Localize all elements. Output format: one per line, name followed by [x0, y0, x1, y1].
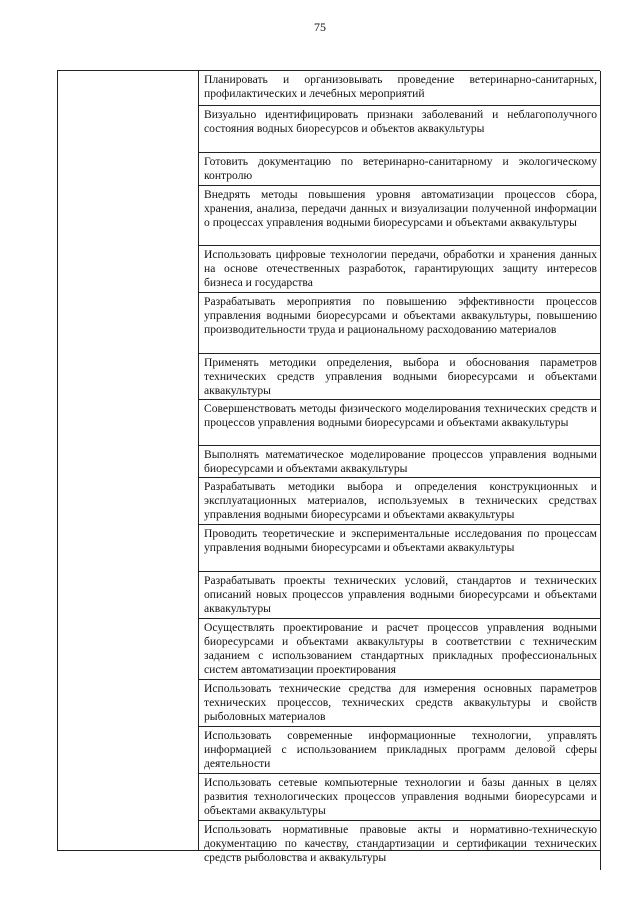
table-row: Использовать современные информационные технологии, управлять информацией с использованием прикладных программ деловой сферы деятельности — [199, 727, 601, 774]
page-number: 75 — [314, 20, 326, 34]
competency-table — [57, 70, 600, 865]
table-row: Визуально идентифицировать признаки заболеваний и неблагополучного состояния водных биоресурсов и объектов аквакультуры — [199, 106, 601, 153]
table-row: Использовать сетевые компьютерные технологии и базы данных в целях развития технологических процессов управления водными биоресурсами и объектами аквакультуры — [199, 774, 601, 821]
table-row: Использовать технические средства для измерения основных параметров технических процессов, технических средств аквакультуры и свойств рыболовных материалов — [199, 680, 601, 727]
table-row: Разрабатывать методики выбора и определения конструкционных и эксплуатационных материалов, используемых в технических средствах управления водными биоресурсами и объектами аквакультуры — [199, 478, 601, 525]
table-row: Выполнять математическое моделирование процессов управления водными биоресурсами и объектами аквакультуры — [199, 446, 601, 478]
table-row: Использовать нормативные правовые акты и нормативно-техническую документацию по качеству, стандартизации и сертификации технических средств рыболовства и аквакультуры — [199, 821, 601, 870]
table-row: Разрабатывать проекты технических условий, стандартов и технических описаний новых процессов управления водными биоресурсами и объектами аквакультуры — [199, 572, 601, 619]
table-row: Внедрять методы повышения уровня автоматизации процессов сбора, хранения, анализа, передачи данных и визуализации полученной информации о процессах управления водными биоресурсами и объектами аквакультуры — [199, 186, 601, 246]
table-right-column — [199, 71, 601, 865]
table-row: Проводить теоретические и экспериментальные исследования по процессам управления водными биоресурсами и объектами аквакультуры — [199, 525, 601, 572]
table-row: Совершенствовать методы физического моделирования технических средств и процессов управления водными биоресурсами и объектами аквакультуры — [199, 400, 601, 446]
table-left-cell — [58, 71, 199, 850]
table-row: Планировать и организовывать проведение ветеринарно-санитарных, профилактических и лечебных мероприятий — [199, 71, 601, 106]
table-row: Использовать цифровые технологии передачи, обработки и хранения данных на основе отечественных разработок, гарантирующих защиту интересов бизнеса и государства — [199, 246, 601, 293]
table-row: Применять методики определения, выбора и обоснования параметров технических средств управления водными биоресурсами и объектами аквакультуры — [199, 354, 601, 400]
table-row: Осуществлять проектирование и расчет процессов управления водными биоресурсами и объектами аквакультуры в соответствии с техническим заданием с использованием стандартных прикладных профессиональных систем автоматизации проектирования — [199, 619, 601, 680]
table-row: Готовить документацию по ветеринарно-санитарному и экологическому контролю — [199, 153, 601, 186]
table-row: Разрабатывать мероприятия по повышению эффективности процессов управления водными биоресурсами и объектами аквакультуры, повышению производительности труда и рациональному расходованию материалов — [199, 293, 601, 354]
